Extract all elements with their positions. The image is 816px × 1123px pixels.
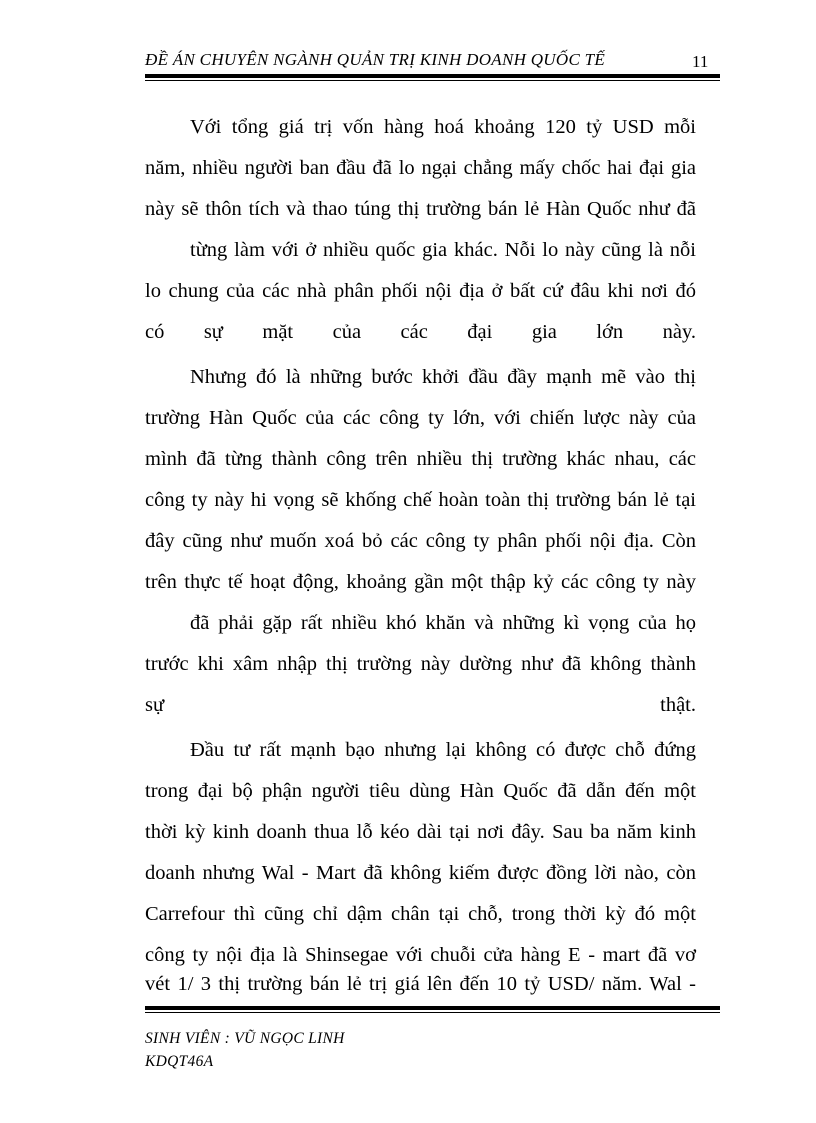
body-line-1: Với tổng giá trị vốn hàng hoá khoảng 120 tỷ USD mỗi — [190, 116, 696, 138]
body-line-11: đây cũng như muốn xoá bỏ các công ty phân phối nội địa. Còn — [145, 530, 696, 552]
body-line-3: này sẽ thôn tích và thao túng thị trường bán lẻ Hàn Quốc như đã — [145, 198, 696, 220]
body-line-7: Nhưng đó là những bước khởi đầu đầy mạnh mẽ vào thị — [190, 366, 696, 388]
body-line-12: trên thực tế hoạt động, khoảng gần một thập kỷ các công ty này — [145, 571, 696, 593]
body-line-21: công ty nội địa là Shinsegae với chuỗi cửa hàng E - mart đã vơ — [145, 944, 696, 966]
body-line-2: năm, nhiều người ban đầu đã lo ngại chẳng mấy chốc hai đại gia — [145, 157, 696, 179]
header-rule-thin — [145, 80, 720, 81]
body-line-15: sự thật. — [145, 694, 696, 716]
body-line-9: mình đã từng thành công trên nhiều thị trường khác nhau, các — [145, 448, 696, 470]
header-rule-thick — [145, 74, 720, 78]
body-line-20: Carrefour thì cũng chỉ dậm chân tại chỗ, trong thời kỳ đó một — [145, 903, 696, 925]
page-number: 11 — [692, 52, 709, 71]
body-line-5: lo chung của các nhà phân phối nội địa ở bất cứ đâu khi nơi đó — [145, 280, 696, 302]
body-line-4: từng làm với ở nhiều quốc gia khác. Nỗi lo này cũng là nỗi — [190, 239, 696, 261]
footer-student: SINH VIÊN : VŨ NGỌC LINH — [145, 1030, 345, 1047]
body-line-10: công ty này hi vọng sẽ khống chế hoàn toàn thị trường bán lẻ tại — [145, 489, 696, 511]
footer-rule-thin — [145, 1012, 720, 1013]
body-line-22: vét 1/ 3 thị trường bán lẻ trị giá lên đến 10 tỷ USD/ năm. Wal - — [145, 973, 696, 995]
body-line-8: trường Hàn Quốc của các công ty lớn, với chiến lược này của — [145, 407, 696, 429]
body-line-19: doanh nhưng Wal - Mart đã không kiếm được đồng lời nào, còn — [145, 862, 696, 884]
body-line-16: Đầu tư rất mạnh bạo nhưng lại không có được chỗ đứng — [190, 739, 696, 761]
footer-class-code: KDQT46A — [145, 1053, 214, 1070]
body-line-6: có sự mặt của các đại gia lớn này. — [145, 321, 696, 343]
body-line-14: trước khi xâm nhập thị trường này dường như đã không thành — [145, 653, 696, 675]
body-line-18: thời kỳ kinh doanh thua lỗ kéo dài tại nơi đây. Sau ba năm kinh — [145, 821, 696, 843]
header-title: ĐỀ ÁN CHUYÊN NGÀNH QUẢN TRỊ KINH DOANH QUỐC TẾ — [145, 50, 606, 69]
body-line-17: trong đại bộ phận người tiêu dùng Hàn Quốc đã dẫn đến một — [145, 780, 696, 802]
body-line-13: đã phải gặp rất nhiều khó khăn và những kì vọng của họ — [190, 612, 696, 634]
footer-rule-thick — [145, 1006, 720, 1010]
